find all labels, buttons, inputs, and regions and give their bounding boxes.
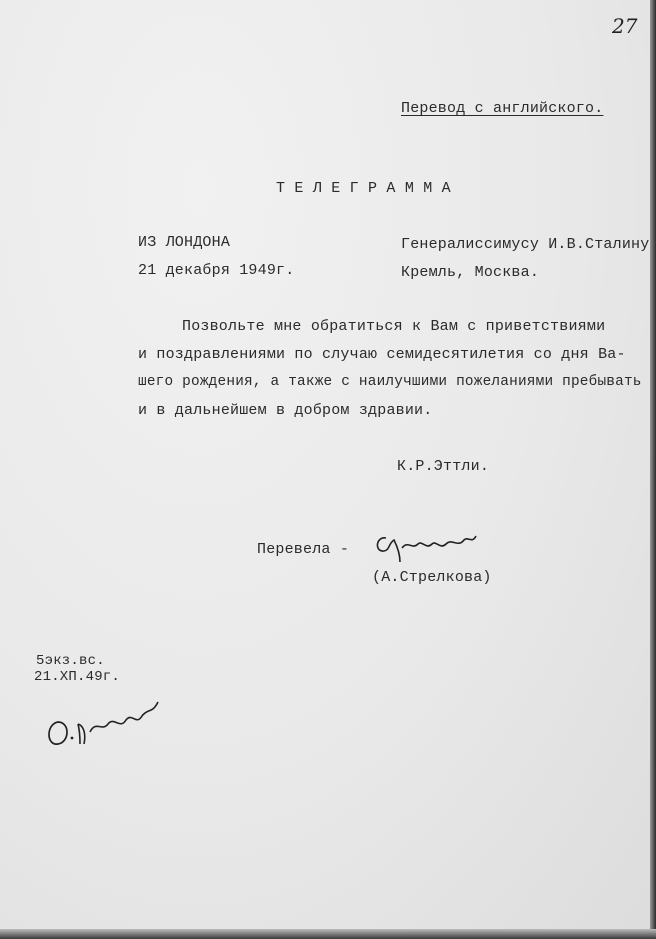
translator-name: (А.Стрелкова) [372,569,492,586]
body-line: и в дальнейшем в добром здравии. [138,402,433,419]
signatory: К.Р.Эттли. [397,458,490,475]
sender-date: 21 декабря 1949г. [138,262,295,279]
recipient-name: Генералиссимусу И.В.Сталину [401,236,650,253]
initials-signature [40,688,165,753]
translator-label: Перевела - [257,541,350,558]
body-line: и поздравлениями по случаю семидесятилетия со дня Ва- [138,346,626,363]
scan-edge-bottom [0,929,656,939]
page-number: 27 [612,14,638,38]
translation-note: Перевод с английского. [401,100,604,117]
translator-signature [372,526,482,566]
footer-date: 21.XП.49г. [34,669,121,685]
copies-note: 5экз.вс. [36,653,105,669]
sender-origin: ИЗ ЛОНДОНА [138,234,231,251]
body-line: Позвольте мне обратиться к Вам с приветствиями [182,318,606,335]
body-line: шего рождения, а также с наилучшими пожеланиями пребывать [138,374,642,390]
scan-edge-right [650,0,656,939]
document-title: Т Е Л Е Г Р А М М А [276,180,451,197]
recipient-address: Кремль, Москва. [401,264,540,281]
